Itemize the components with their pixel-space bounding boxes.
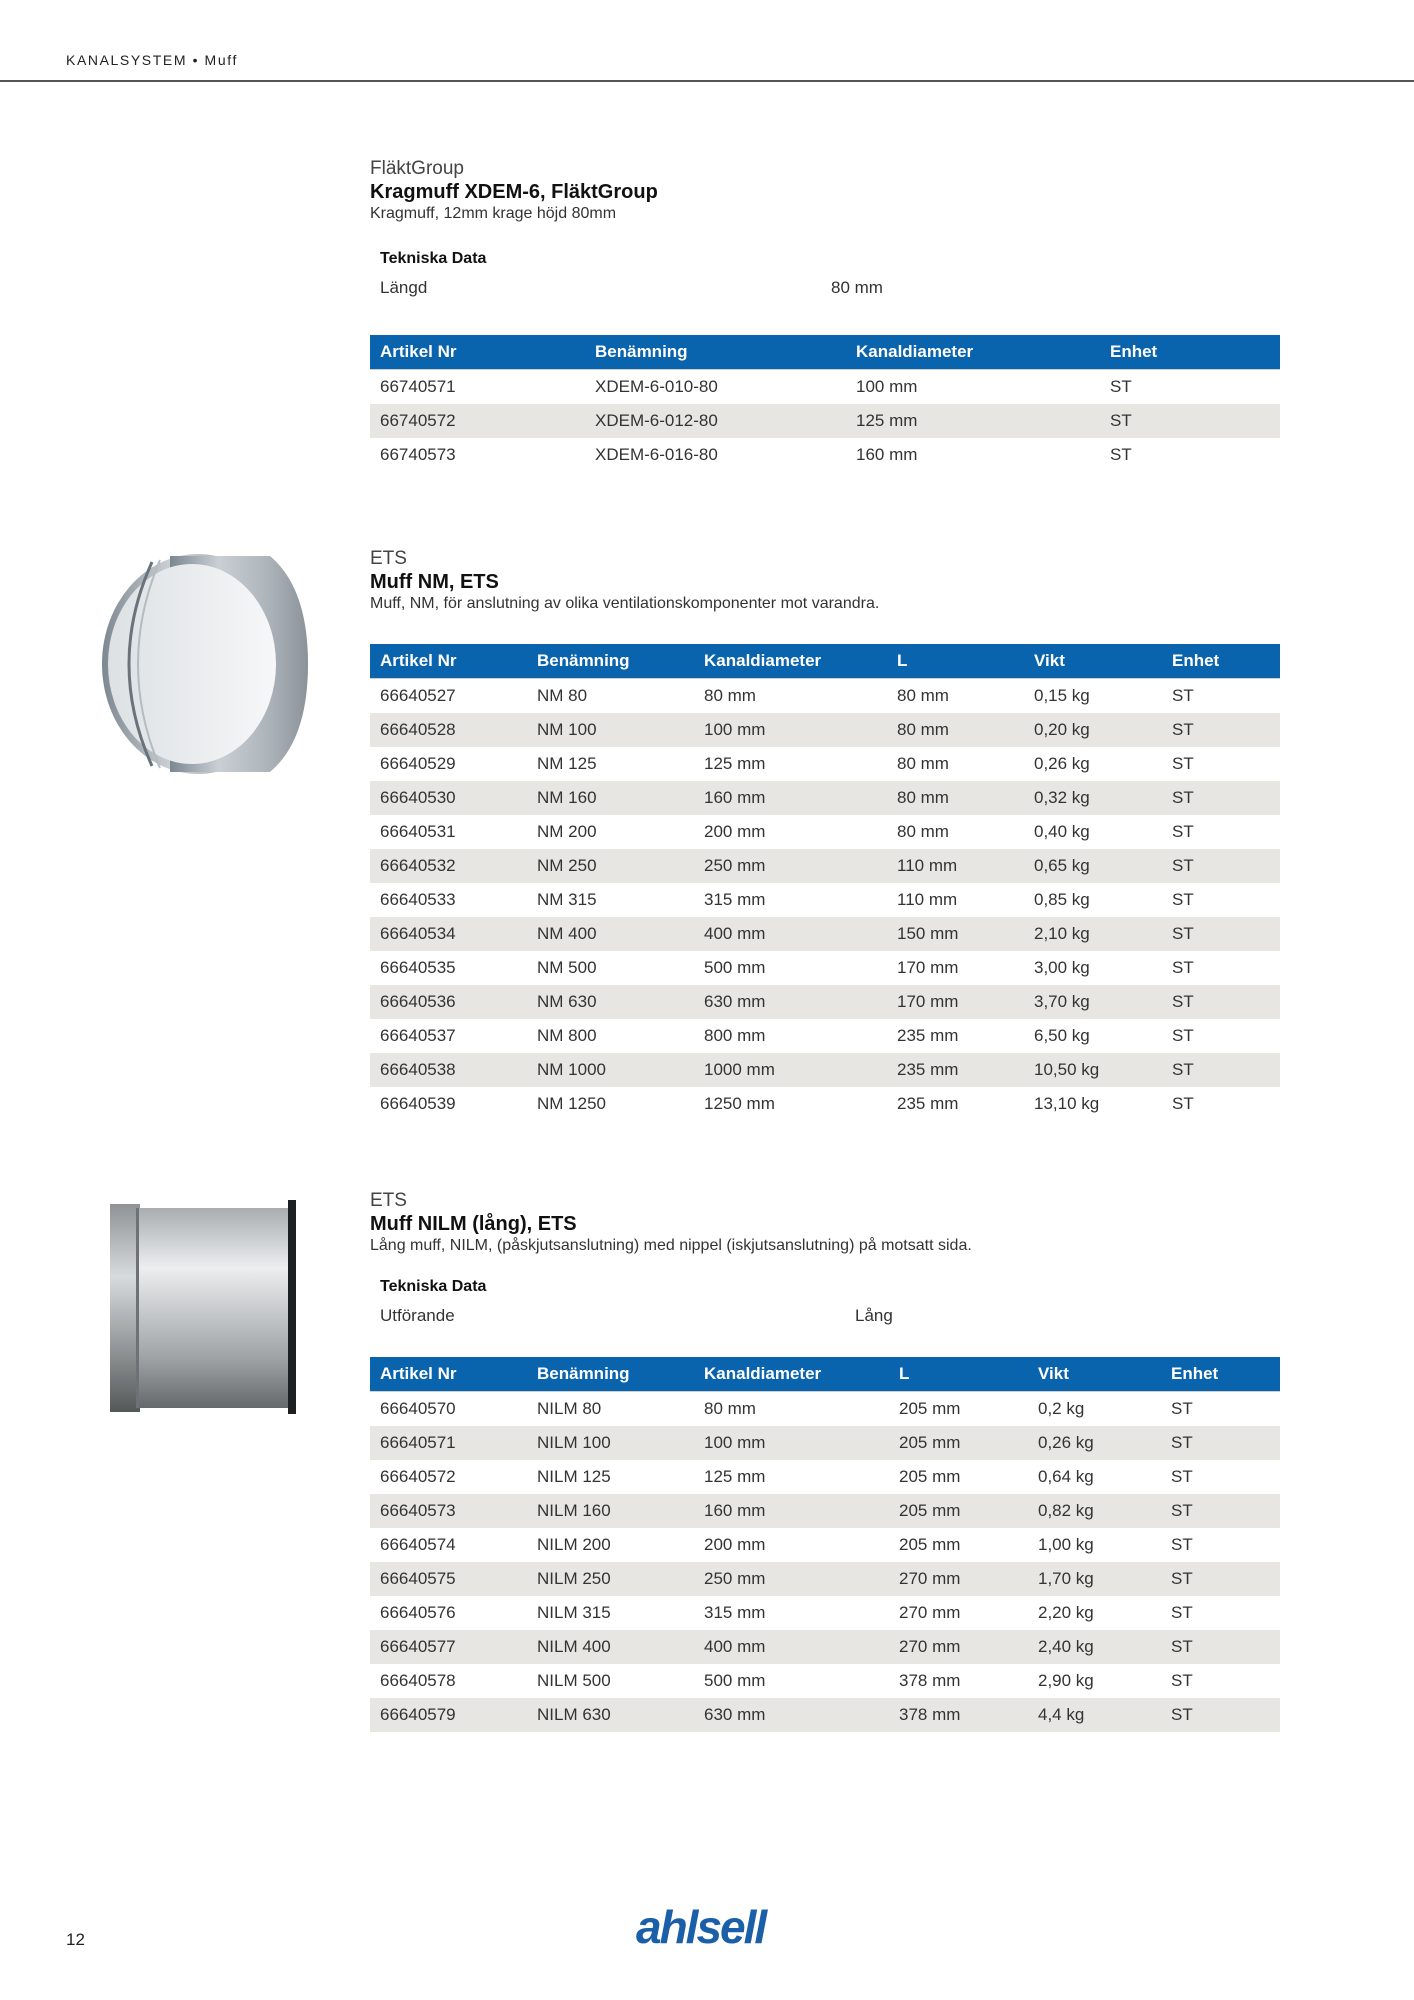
table-cell: 205 mm: [889, 1426, 1028, 1460]
table-cell: NILM 500: [537, 1671, 611, 1690]
table-cell: NM 800: [537, 1026, 597, 1045]
table-cell: 110 mm: [887, 849, 1024, 883]
table-cell: 66640533: [380, 890, 456, 909]
table-cell: ST: [1171, 1535, 1193, 1554]
column-header: Vikt: [1028, 1357, 1161, 1392]
table-row: [370, 883, 1280, 917]
column-header: Artikel Nr: [370, 335, 585, 370]
table-row: [370, 781, 1280, 815]
table-cell: 270 mm: [889, 1562, 1028, 1596]
table-row: [370, 849, 1280, 883]
column-header: Benämning: [527, 1357, 694, 1392]
table-cell: ST: [1100, 404, 1280, 438]
table-row: [370, 917, 1280, 951]
table-cell: 4,4 kg: [1028, 1698, 1161, 1732]
table-cell: 1,00 kg: [1038, 1535, 1094, 1554]
table-cell: 0,64 kg: [1038, 1467, 1094, 1486]
table-cell: 205 mm: [899, 1535, 961, 1554]
product-table: [370, 644, 1280, 1121]
table-cell: NM 315: [537, 890, 597, 909]
table-cell: ST: [1161, 1426, 1280, 1460]
table-cell: NM 400: [527, 917, 694, 951]
table-cell: NM 200: [537, 822, 597, 841]
product-title: Muff NM, ETS: [370, 571, 499, 593]
table-cell: 110 mm: [897, 890, 958, 909]
table-cell: ST: [1162, 1053, 1280, 1087]
table-cell: 0,26 kg: [1034, 754, 1090, 773]
column-header: Benämning: [527, 644, 694, 679]
table-cell: 66640571: [370, 1426, 527, 1460]
table-cell: 125 mm: [846, 404, 1100, 438]
table-cell: ST: [1171, 1603, 1193, 1622]
table-cell: 66640572: [380, 1467, 456, 1486]
table-cell: NM 160: [527, 781, 694, 815]
tech-data-value: 80 mm: [831, 278, 883, 297]
table-cell: ST: [1162, 917, 1280, 951]
tech-data-row: [370, 278, 1280, 302]
table-cell: XDEM-6-012-80: [585, 404, 846, 438]
table-cell: 125 mm: [704, 1467, 766, 1486]
table-cell: 0,15 kg: [1034, 686, 1090, 705]
table-cell: 80 mm: [704, 686, 756, 705]
tech-data-value: Lång: [855, 1306, 893, 1325]
table-cell: ST: [1172, 822, 1194, 841]
table-row: [370, 1019, 1280, 1053]
table-cell: 0,65 kg: [1024, 849, 1162, 883]
table-cell: 170 mm: [887, 985, 1024, 1019]
table-cell: 1000 mm: [694, 1053, 887, 1087]
table-cell: 80 mm: [897, 754, 949, 773]
table-cell: 800 mm: [704, 1026, 766, 1045]
table-cell: NILM 400: [527, 1630, 694, 1664]
table-cell: 80 mm: [704, 1399, 756, 1418]
table-row: [370, 438, 1280, 472]
table-cell: 160 mm: [694, 781, 887, 815]
table-cell: 66640578: [380, 1671, 456, 1690]
table-cell: ST: [1171, 1671, 1193, 1690]
table-cell: NM 80: [537, 686, 588, 705]
table-cell: ST: [1172, 1026, 1194, 1045]
table-cell: NM 1250: [537, 1094, 606, 1113]
table-cell: 66640534: [370, 917, 527, 951]
table-cell: 170 mm: [897, 958, 959, 977]
table-cell: 80 mm: [897, 822, 949, 841]
table-cell: 200 mm: [704, 822, 766, 841]
table-row: [370, 1392, 1280, 1427]
column-header: Enhet: [1100, 335, 1280, 370]
table-cell: ST: [1172, 1094, 1194, 1113]
table-cell: 205 mm: [889, 1494, 1028, 1528]
table-cell: 250 mm: [694, 1562, 889, 1596]
table-row: [370, 1494, 1280, 1528]
product-title: Muff NILM (lång), ETS: [370, 1213, 577, 1235]
table-cell: 80 mm: [887, 781, 1024, 815]
table-cell: 205 mm: [899, 1399, 961, 1418]
table-cell: 66740571: [380, 377, 456, 396]
table-cell: 13,10 kg: [1034, 1094, 1100, 1113]
table-cell: 66640527: [380, 686, 456, 705]
table-cell: ST: [1161, 1494, 1280, 1528]
table-cell: ST: [1172, 890, 1194, 909]
product-brand: ETS: [370, 1190, 407, 1211]
table-row: [370, 1460, 1280, 1494]
table-cell: 80 mm: [897, 686, 949, 705]
table-header: [370, 1357, 1280, 1392]
table-cell: 100 mm: [694, 1426, 889, 1460]
column-header: Benämning: [585, 335, 846, 370]
table-cell: 66640574: [380, 1535, 456, 1554]
product-brand: ETS: [370, 548, 407, 569]
table-cell: ST: [1162, 849, 1280, 883]
table-cell: ST: [1162, 781, 1280, 815]
table-cell: NM 100: [527, 713, 694, 747]
table-cell: ST: [1172, 754, 1194, 773]
table-cell: 66640538: [370, 1053, 527, 1087]
table-row: [370, 1562, 1280, 1596]
table-cell: ST: [1110, 377, 1132, 396]
table-cell: NILM 80: [537, 1399, 602, 1418]
column-header: Vikt: [1024, 644, 1162, 679]
table-cell: 378 mm: [889, 1698, 1028, 1732]
table-cell: 2,20 kg: [1038, 1603, 1094, 1622]
product-section-nm: [370, 548, 1280, 1121]
column-header: Artikel Nr: [370, 644, 527, 679]
table-cell: ST: [1171, 1467, 1193, 1486]
ahlsell-logo: ahlsell: [636, 1901, 766, 1953]
table-row: [370, 1596, 1280, 1630]
table-row: [370, 404, 1280, 438]
table-row: [370, 985, 1280, 1019]
table-cell: 66640532: [370, 849, 527, 883]
header-divider: [0, 80, 1414, 82]
table-cell: NM 250: [527, 849, 694, 883]
column-header: L: [887, 644, 1024, 679]
column-header: Kanaldiameter: [846, 335, 1100, 370]
table-cell: 160 mm: [856, 445, 918, 464]
table-cell: 66640575: [370, 1562, 527, 1596]
table-cell: NILM 630: [527, 1698, 694, 1732]
table-cell: 66640536: [370, 985, 527, 1019]
column-header: Artikel Nr: [370, 1357, 527, 1392]
table-row: [370, 1664, 1280, 1698]
table-cell: 235 mm: [897, 1094, 959, 1113]
table-cell: 100 mm: [856, 377, 918, 396]
table-cell: 66640576: [380, 1603, 456, 1622]
table-cell: NM 500: [537, 958, 597, 977]
table-cell: ST: [1162, 713, 1280, 747]
table-row: [370, 815, 1280, 849]
table-cell: 66740573: [380, 445, 456, 464]
table-cell: 10,50 kg: [1024, 1053, 1162, 1087]
table-cell: 315 mm: [704, 1603, 766, 1622]
tech-data-label: Längd: [380, 278, 428, 297]
table-cell: NILM 250: [527, 1562, 694, 1596]
table-cell: 66640531: [380, 822, 456, 841]
table-cell: NM 630: [527, 985, 694, 1019]
table-row: [370, 1426, 1280, 1460]
table-cell: 66640570: [380, 1399, 456, 1418]
column-header: Enhet: [1161, 1357, 1280, 1392]
table-cell: 66640573: [370, 1494, 527, 1528]
product-title: Kragmuff XDEM-6, FläktGroup: [370, 181, 658, 203]
product-brand: FläktGroup: [370, 158, 464, 179]
table-cell: 66740572: [370, 404, 585, 438]
column-header: L: [889, 1357, 1028, 1392]
table-cell: NILM 100: [527, 1426, 694, 1460]
product-table: [370, 335, 1280, 472]
tech-data-label: Utförande: [380, 1306, 455, 1325]
table-cell: ST: [1171, 1399, 1193, 1418]
table-cell: 235 mm: [887, 1053, 1024, 1087]
table-cell: 250 mm: [694, 849, 887, 883]
ring-sleeve-image: [100, 548, 310, 780]
table-cell: XDEM-6-010-80: [595, 377, 718, 396]
table-cell: 2,90 kg: [1038, 1671, 1094, 1690]
table-cell: 0,26 kg: [1028, 1426, 1161, 1460]
table-cell: 100 mm: [694, 713, 887, 747]
table-cell: 400 mm: [694, 1630, 889, 1664]
table-cell: 66640530: [370, 781, 527, 815]
table-cell: 0,82 kg: [1028, 1494, 1161, 1528]
table-row: [370, 713, 1280, 747]
product-description: Muff, NM, för anslutning av olika ventilationskomponenter mot varandra.: [370, 595, 880, 612]
table-cell: 80 mm: [887, 713, 1024, 747]
table-cell: 66640529: [380, 754, 456, 773]
table-cell: ST: [1162, 985, 1280, 1019]
table-cell: ST: [1161, 1698, 1280, 1732]
page-number: 12: [66, 1930, 85, 1949]
table-cell: NILM 315: [537, 1603, 611, 1622]
table-cell: 630 mm: [694, 1698, 889, 1732]
table-cell: NILM 125: [537, 1467, 611, 1486]
table-cell: 0,85 kg: [1034, 890, 1090, 909]
table-cell: 235 mm: [897, 1026, 959, 1045]
tech-data-row: [370, 1306, 1280, 1330]
table-cell: 500 mm: [704, 958, 766, 977]
table-cell: NILM 200: [537, 1535, 611, 1554]
table-row: [370, 951, 1280, 985]
table-row: [370, 1630, 1280, 1664]
table-cell: XDEM-6-016-80: [595, 445, 718, 464]
table-cell: NM 125: [537, 754, 597, 773]
table-cell: 500 mm: [704, 1671, 766, 1690]
table-row: [370, 679, 1280, 714]
table-header: [370, 644, 1280, 679]
product-description: Kragmuff, 12mm krage höjd 80mm: [370, 205, 617, 222]
table-cell: 125 mm: [704, 754, 766, 773]
table-cell: 200 mm: [704, 1535, 766, 1554]
table-cell: ST: [1110, 445, 1132, 464]
table-row: [370, 1528, 1280, 1562]
tech-data-heading: Tekniska Data: [380, 250, 487, 267]
table-cell: ST: [1172, 958, 1194, 977]
table-cell: 3,70 kg: [1024, 985, 1162, 1019]
table-cell: 3,00 kg: [1034, 958, 1090, 977]
table-row: [370, 370, 1280, 405]
table-cell: 0,40 kg: [1034, 822, 1090, 841]
table-cell: 66640528: [370, 713, 527, 747]
column-header: Kanaldiameter: [694, 1357, 889, 1392]
table-row: [370, 747, 1280, 781]
table-cell: NM 1000: [527, 1053, 694, 1087]
table-cell: 205 mm: [899, 1467, 961, 1486]
table-cell: ST: [1161, 1630, 1280, 1664]
table-cell: 66640537: [380, 1026, 456, 1045]
table-cell: 1,70 kg: [1028, 1562, 1161, 1596]
column-header: Enhet: [1162, 644, 1280, 679]
table-cell: 66640577: [370, 1630, 527, 1664]
table-row: [370, 1698, 1280, 1732]
table-row: [370, 1053, 1280, 1087]
product-section-xdem: [370, 158, 1280, 472]
table-cell: 6,50 kg: [1034, 1026, 1090, 1045]
table-cell: 1250 mm: [704, 1094, 775, 1113]
table-cell: 270 mm: [889, 1630, 1028, 1664]
table-cell: 0,32 kg: [1024, 781, 1162, 815]
product-section-nilm: [370, 1190, 1280, 1732]
table-cell: 66640579: [370, 1698, 527, 1732]
table-cell: 66640535: [380, 958, 456, 977]
product-description: Lång muff, NILM, (påskjutsanslutning) med nippel (iskjutsanslutning) på motsatt sida.: [370, 1237, 972, 1254]
breadcrumb: KANALSYSTEM • Muff: [66, 52, 238, 68]
table-cell: 2,10 kg: [1024, 917, 1162, 951]
table-cell: 630 mm: [694, 985, 887, 1019]
table-cell: 150 mm: [887, 917, 1024, 951]
table-cell: ST: [1161, 1562, 1280, 1596]
table-cell: 2,40 kg: [1028, 1630, 1161, 1664]
column-header: Kanaldiameter: [694, 644, 887, 679]
table-cell: 160 mm: [694, 1494, 889, 1528]
table-cell: 400 mm: [694, 917, 887, 951]
table-cell: 315 mm: [704, 890, 766, 909]
long-sleeve-image: [106, 1198, 302, 1416]
tech-data-heading: Tekniska Data: [380, 1278, 487, 1295]
table-row: [370, 1087, 1280, 1121]
table-cell: 378 mm: [899, 1671, 961, 1690]
table-cell: 0,20 kg: [1024, 713, 1162, 747]
table-cell: 0,2 kg: [1038, 1399, 1085, 1418]
product-table: [370, 1357, 1280, 1732]
table-cell: 66640539: [380, 1094, 456, 1113]
table-cell: 270 mm: [899, 1603, 961, 1622]
table-cell: ST: [1172, 686, 1194, 705]
table-cell: NILM 160: [527, 1494, 694, 1528]
table-header: [370, 335, 1280, 370]
